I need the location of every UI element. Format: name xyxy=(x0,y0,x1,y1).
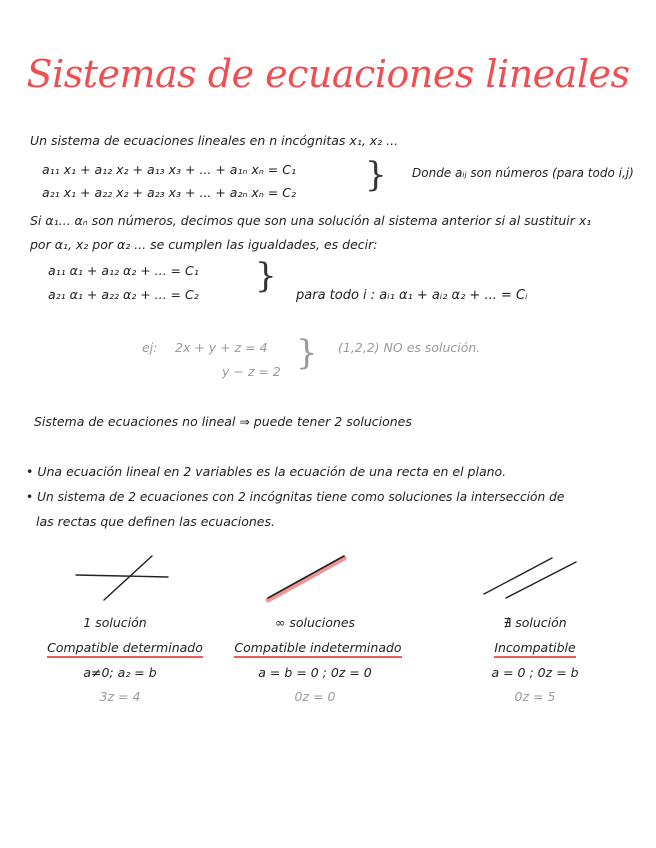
solution-equation-1: a₁₁ α₁ + a₁₂ α₂ + ... = C₁ xyxy=(48,263,199,278)
solution-equation-2: a₂₁ α₁ + a₂₂ α₂ + ... = C₂ xyxy=(48,287,199,302)
line-b xyxy=(506,562,576,598)
brace-icon: } xyxy=(296,333,318,373)
case-condition: a≠0; a₂ = b xyxy=(83,665,157,680)
page-title: Sistemas de ecuaciones lineales xyxy=(26,52,630,96)
system-equation-2: a₂₁ x₁ + a₂₂ x₂ + a₂₃ x₃ + ... + a₂ₙ xₙ = C₂ xyxy=(42,185,296,200)
solution-definition-line-2: por α₁, x₂ por α₂ ... se cumplen las igualdades, es decir: xyxy=(30,237,378,252)
case-count: 1 solución xyxy=(83,615,147,630)
case-type: Compatible indeterminado xyxy=(228,640,408,655)
line-b xyxy=(104,556,152,600)
example-equation-1: 2x + y + z = 4 xyxy=(175,340,268,355)
example-equation-2: y − z = 2 xyxy=(222,364,281,379)
line-a xyxy=(268,556,344,598)
brace-icon: } xyxy=(255,256,277,296)
bullet-continuation: las rectas que definen las ecuaciones. xyxy=(36,514,275,529)
case-condition: a = b = 0 ; 0z = 0 xyxy=(258,665,372,680)
case-count: ∞ soluciones xyxy=(274,615,356,630)
coincident-lines-diagram xyxy=(262,548,362,608)
example-label: ej: xyxy=(142,340,158,355)
coefficients-note: Donde aᵢⱼ son números (para todo i,j) xyxy=(412,166,634,180)
system-equation-1: a₁₁ x₁ + a₁₂ x₂ + a₁₃ x₃ + ... + a₁ₙ xₙ = C₁ xyxy=(42,162,296,177)
case-type: Incompatible xyxy=(460,640,610,655)
intersecting-lines-diagram xyxy=(70,548,180,608)
general-condition: para todo i : aᵢ₁ α₁ + aᵢ₂ α₂ + ... = Cᵢ xyxy=(296,288,528,303)
case-condition: a = 0 ; 0z = b xyxy=(491,665,579,680)
example-note: (1,2,2) NO es solución. xyxy=(338,340,481,355)
brace-icon: } xyxy=(365,155,387,195)
solution-definition-line-1: Si α₁... αₙ son números, decimos que son una solución al sistema anterior si al sustituir x₁ xyxy=(30,213,592,228)
parallel-lines-diagram xyxy=(480,552,590,612)
case-type: Compatible determinado xyxy=(40,640,210,655)
case-example: 3z = 4 xyxy=(99,689,141,704)
case-example: 0z = 0 xyxy=(294,689,336,704)
line-a xyxy=(76,575,168,577)
bullet-item: • Un sistema de 2 ecuaciones con 2 incógnitas tiene como soluciones la intersección de xyxy=(26,490,565,504)
line-a xyxy=(484,558,552,594)
highlight-line xyxy=(268,558,344,600)
nonlinear-note: Sistema de ecuaciones no lineal ⇒ puede tener 2 soluciones xyxy=(34,414,412,429)
case-example: 0z = 5 xyxy=(514,689,556,704)
bullet-item: • Una ecuación lineal en 2 variables es la ecuación de una recta en el plano. xyxy=(26,464,507,479)
case-count: ∄ solución xyxy=(503,615,567,630)
intro-line: Un sistema de ecuaciones lineales en n incógnitas x₁, x₂ ... xyxy=(30,133,399,148)
